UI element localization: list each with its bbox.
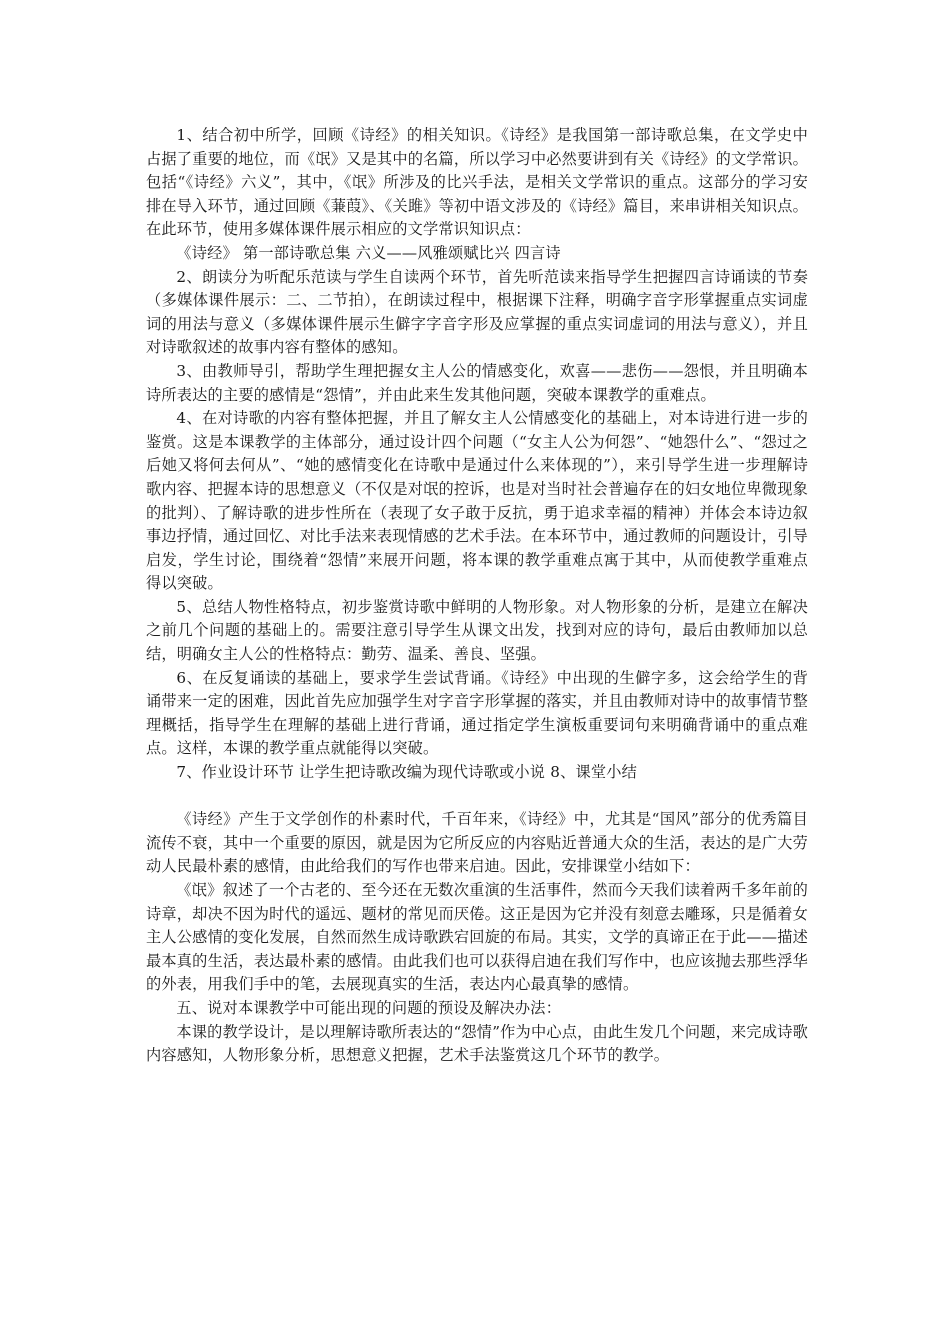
paragraph-1: 1、结合初中所学，回顾《诗经》的相关知识。《诗经》是我国第一部诗歌总集，在文学史中占据了重要的地位，而《氓》又是其中的名篇，所以学习中必然要讲到有关《诗经》的文学常识。包括“《诗经》六义”，其中，《氓》所涉及的比兴手法，是相关文学常识的重点。这部分的学习安排在导入环节，通过回顾《蒹葭》、《关雎》等初中语文涉及的《诗经》篇目，来串讲相关知识点。在此环节，使用多媒体课件展示相应的文学常识知识点：: [146, 126, 808, 239]
paragraph-summary-content: 《氓》叙述了一个古老的、至今还在无数次重演的生活事件，然而今天我们读着两千多年前的诗章，却决不因为时代的遥远、题材的常见而厌倦。这正是因为它并没有刻意去雕琢，只是循着女主人公感情的变化发展，自然而然生成诗歌跌宕回旋的布局。其实，文学的真谛正在于此——描述最本真的生活，表达最朴素的感情。由此我们也可以获得启迪在我们写作中，也应该抛去那些浮华的外表，用我们手中的笔，去展现真实的生活，表达内心最真挚的感情。: [146, 881, 808, 994]
document-body: [146, 124, 808, 1068]
paragraph-shijing-summary: 《诗经》 第一部诗歌总集 六义——风雅颂赋比兴 四言诗: [176, 243, 561, 262]
paragraph-4: 4、在对诗歌的内容有整体把握，并且了解女主人公情感变化的基础上，对本诗进行进一步的鉴赏。这是本课教学的主体部分，通过设计四个问题（“女主人公为何怨”、“她怨什么”、“怨过之后她又将何去何从”、“她的感情变化在诗歌中是通过什么来体现的”），来引导学生进一步理解诗歌内容、把握本诗的思想意义（不仅是对氓的控诉，也是对当时社会普遍存在的妇女地位卑微现象的批判）、了解诗歌的进步性所在（表现了女子敢于反抗，勇于追求幸福的精神）并体会本诗边叙事边抒情，通过回忆、对比手法来表现情感的艺术手法。在本环节中，通过教师的问题设计，引导启发，学生讨论，围绕着“怨情”来展开问题，将本课的教学重难点寓于其中，从而使教学重难点得以突破。: [146, 409, 808, 593]
paragraph-2: 2、朗读分为听配乐范读与学生自读两个环节，首先听范读来指导学生把握四言诗诵读的节奏（多媒体课件展示：二、二节拍），在朗读过程中，根据课下注释，明确字音字形掌握重点实词虚词的用法与意义（多媒体课件展示生僻字字音字形及应掌握的重点实词虚词的用法与意义），并且对诗歌叙述的故事内容有整体的感知。: [146, 267, 808, 357]
paragraph-7: 7、作业设计环节 让学生把诗歌改编为现代诗歌或小说 8、课堂小结: [176, 763, 638, 782]
paragraph-teaching-design: 本课的教学设计，是以理解诗歌所表达的“怨情”作为中心点，由此生发几个问题，来完成诗歌内容感知，人物形象分析，思想意义把握，艺术手法鉴赏这几个环节的教学。: [146, 1022, 808, 1065]
section-heading-five: 五、说对本课教学中可能出现的问题的预设及解决办法：: [176, 998, 562, 1017]
paragraph-5: 5、总结人物性格特点，初步鉴赏诗歌中鲜明的人物形象。对人物形象的分析，是建立在解决之前几个问题的基础上的。需要注意引导学生从课文出发，找到对应的诗句，最后由教师加以总结，明确女主人公的性格特点：勤劳、温柔、善良、坚强。: [146, 597, 808, 664]
paragraph-6: 6、在反复诵读的基础上，要求学生尝试背诵。《诗经》中出现的生僻字多，这会给学生的背诵带来一定的困难，因此首先应加强学生对字音字形掌握的落实，并且由教师对诗中的故事情节整理概括，指导学生在理解的基础上进行背诵，通过指定学生演板重要词句来明确背诵中的重点难点。这样，本课的教学重点就能得以突破。: [146, 668, 808, 758]
paragraph-summary-intro: 《诗经》产生于文学创作的朴素时代，千百年来，《诗经》中，尤其是“国风”部分的优秀篇目流传不衰，其中一个重要的原因，就是因为它所反应的内容贴近普通大众的生活，表达的是广大劳动人民最朴素的感情，由此给我们的写作也带来启迪。因此，安排课堂小结如下：: [146, 810, 808, 876]
paragraph-3: 3、由教师导引，帮助学生理把握女主人公的情感变化，欢喜——悲伤——怨恨，并且明确本诗所表达的主要的感情是“怨情”，并由此来生发其他问题，突破本课教学的重难点。: [146, 361, 808, 404]
